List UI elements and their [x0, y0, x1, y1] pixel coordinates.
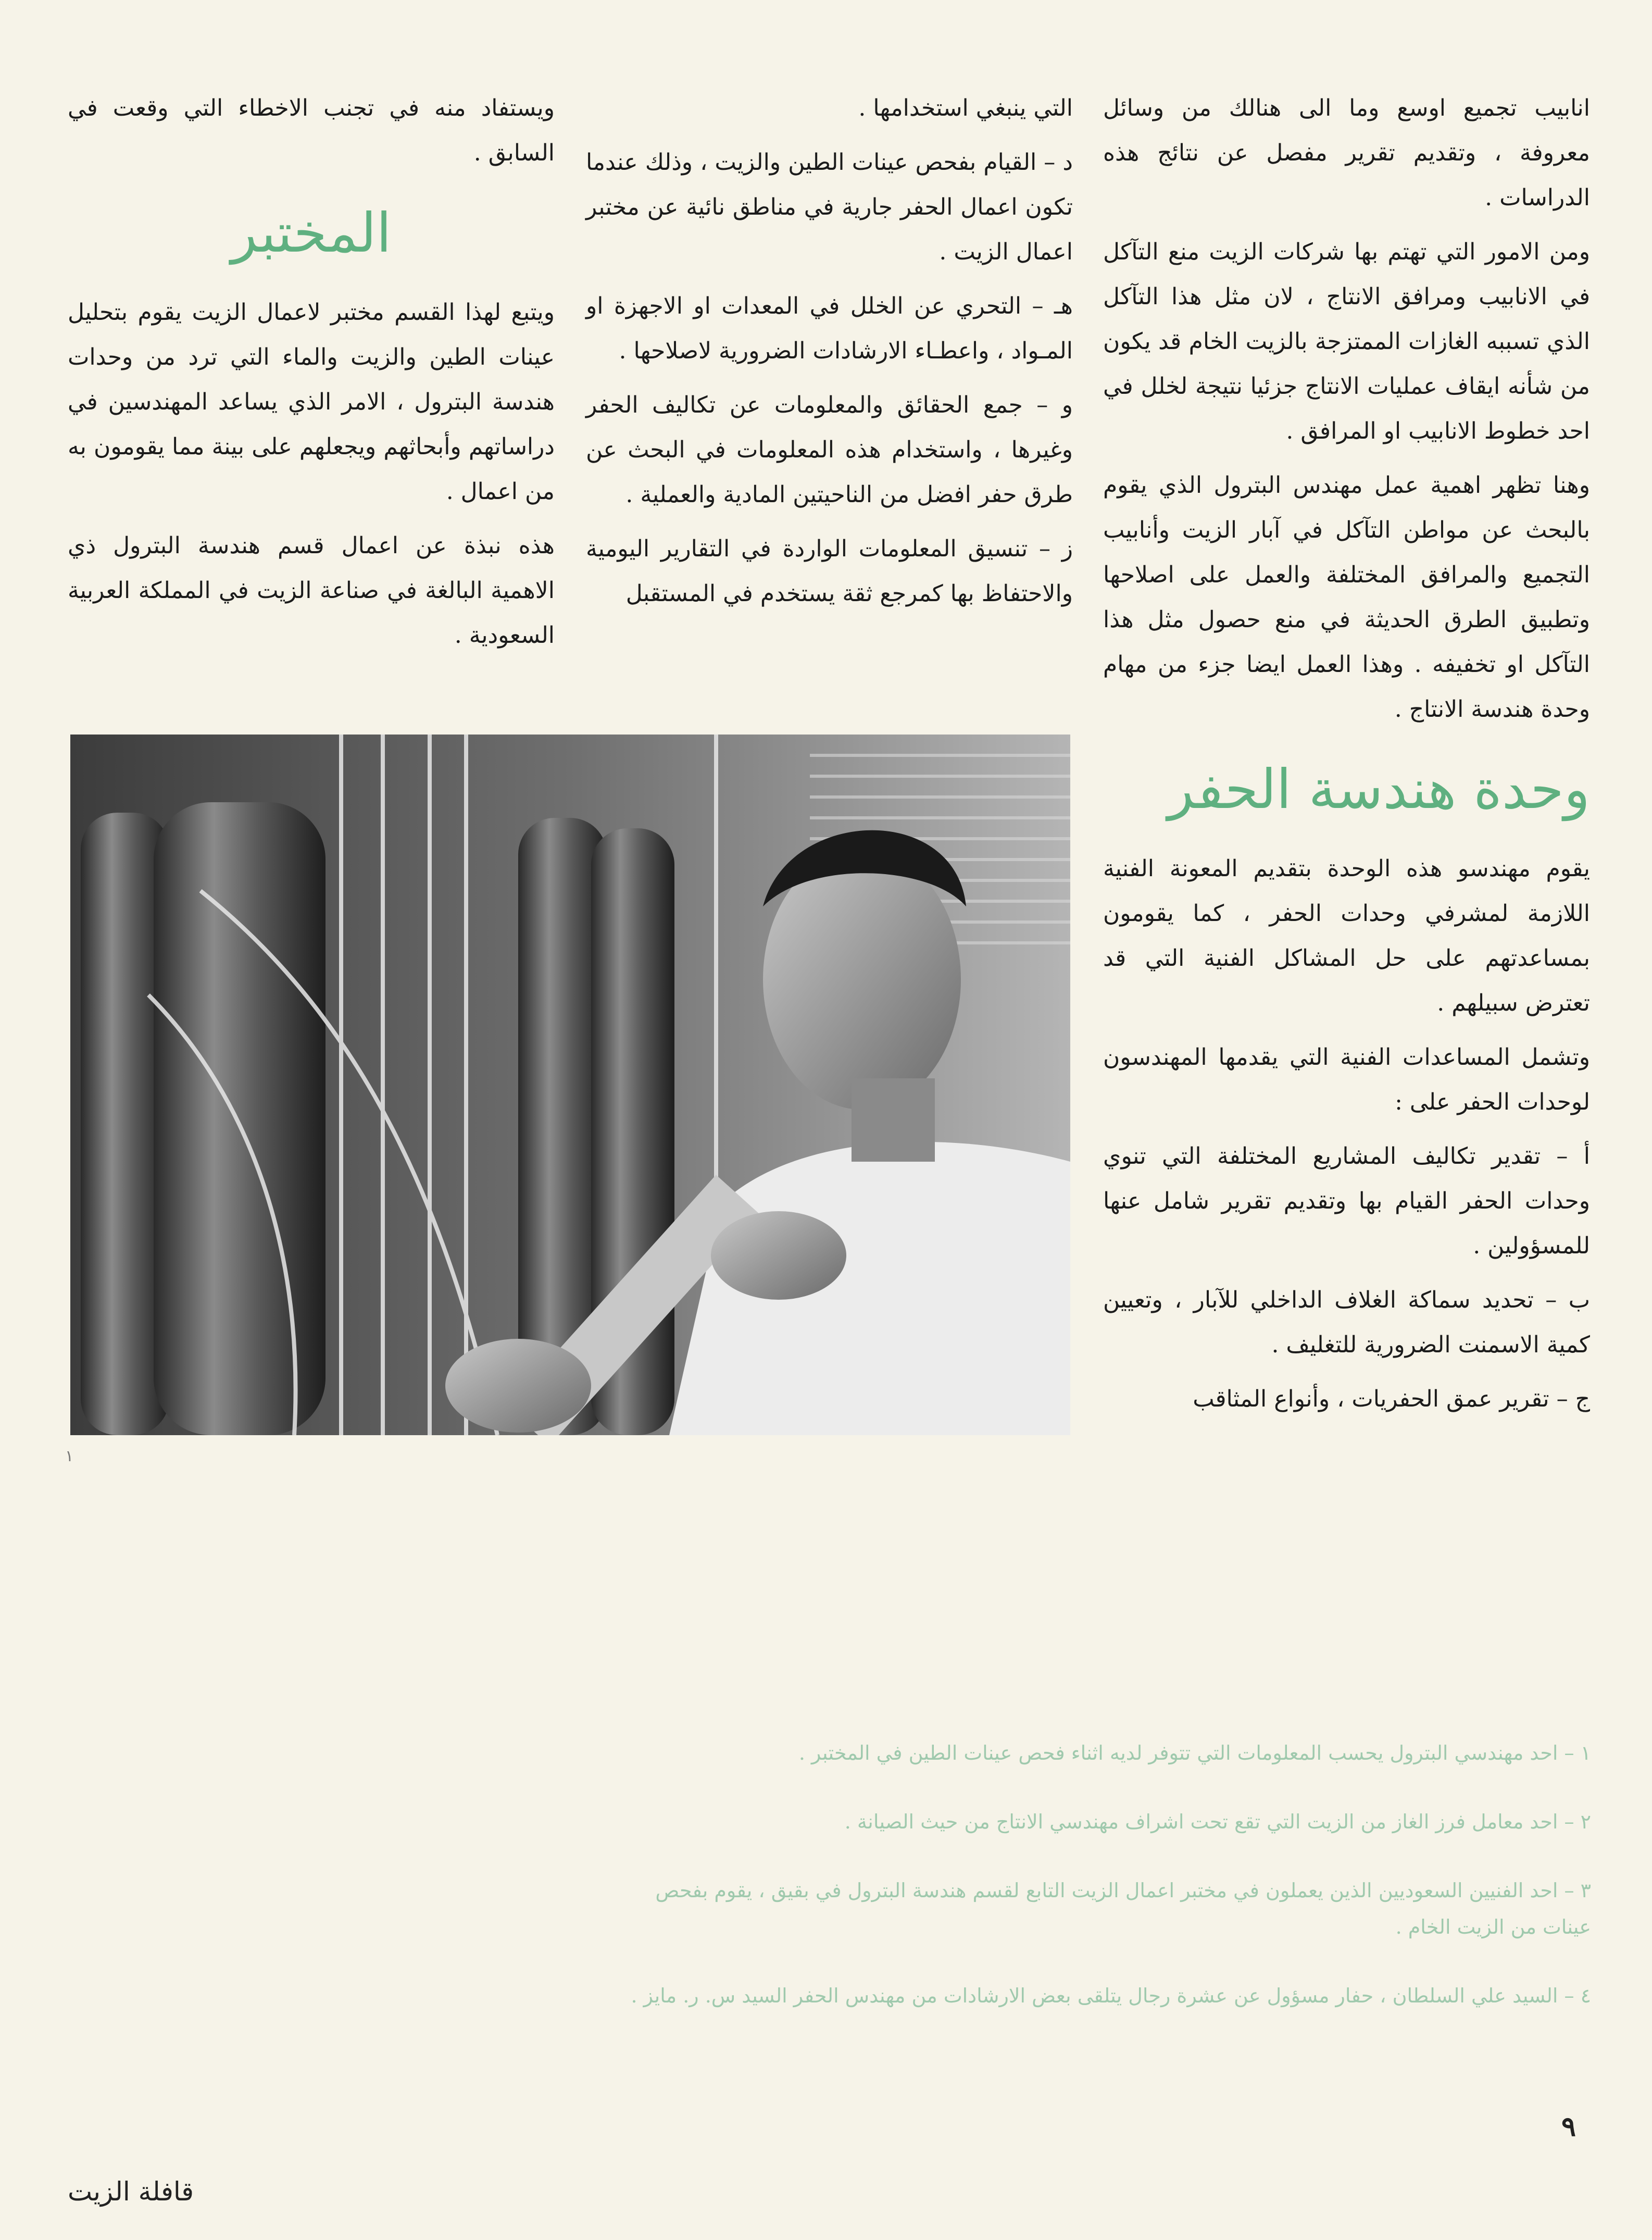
photo-number: ١	[65, 1447, 74, 1465]
list-item: ز – تنسيق المعلومات الواردة في التقارير اليومية والاحتفاظ بها كمرجع ثقة يستخدم في المستقبل	[586, 536, 1073, 607]
caption: ١ – احد مهندسي البترول يحسب المعلومات التي تتوفر لديه اثناء فحص عينات الطين في المختبر .	[798, 1741, 1591, 1764]
paragraph: التي ينبغي استخدامها .	[858, 95, 1073, 121]
list-item: هـ – التحري عن الخلل في المعدات او الاجهزة او المـواد ، واعطـاء الارشادات الضرورية لاصلاحها .	[586, 293, 1073, 364]
list-item: د – القيام بفحص عينات الطين والزيت ، وذلك عندما تكون اعمال الحفر جارية في مناطق نائية عن مختبر اعمال الزيت .	[586, 149, 1073, 265]
page-number: ٩	[1561, 2111, 1576, 2143]
paragraph: ويستفاد منه في تجنب الاخطاء التي وقعت في السابق .	[68, 95, 555, 166]
section-heading-laboratory: المختبر	[231, 201, 392, 265]
lab-photo	[70, 735, 1070, 1435]
magazine-name: قافلة الزيت	[68, 2176, 194, 2207]
paragraph: وتشمل المساعدات الفنية التي يقدمها المهندسون لوحدات الحفر على :	[1103, 1044, 1590, 1115]
list-item: ج – تقرير عمق الحفريات ، وأنواع المثاقب	[1193, 1386, 1590, 1412]
middle-column	[586, 86, 1073, 626]
paragraph: وهنا تظهر اهمية عمل مهندس البترول الذي يقوم بالبحث عن مواطن التآكل في آبار الزيت وأنابيب التجميع والمرافق المختلفة والعمل على اصلاحها وتطبيق الطرق الحديثة في منع حصول مثل هذا التآكل او تخفيفه . وهذا العمل ايضا جزء من مهام وحدة هندسة الانتاج .	[1103, 472, 1590, 723]
list-item: أ – تقدير تكاليف المشاريع المختلفة التي تنوي وحدات الحفر القيام بها وتقديم تقرير شامل عنها للمسؤولين .	[1103, 1143, 1590, 1259]
list-item: و – جمع الحقائق والمعلومات عن تكاليف الحفر وغيرها ، واستخدام هذه المعلومات في البحث عن طرق حفر افضل من الناحيتين المادية والعملية .	[586, 392, 1073, 508]
right-column	[1103, 86, 1590, 1431]
paragraph: انابيب تجميع اوسع وما الى هنالك من وسائل معروفة ، وتقديم تقرير مفصل عن نتائج هذه الدراسات .	[1103, 95, 1590, 211]
paragraph: ومن الامور التي تهتم بها شركات الزيت منع التآكل في الانابيب ومرافق الانتاج ، لان مثل هذا التآكل الذي تسببه الغازات الممتزجة بالزيت الخام قد يكون من شأنه ايقاف عمليات الانتاج جزئيا نتيجة لخلل في احد خطوط الانابيب او المرافق .	[1103, 239, 1590, 444]
left-column	[68, 86, 555, 667]
photo-captions	[615, 1735, 1591, 2046]
caption: ٢ – احد معامل فرز الغاز من الزيت التي تقع تحت اشراف مهندسي الانتاج من حيث الصيانة .	[844, 1810, 1591, 1833]
caption: ٤ – السيد علي السلطان ، حفار مسؤول عن عشرة رجال يتلقى بعض الارشادات من مهندس الحفر السيد س. ر. مايز .	[631, 1984, 1591, 2007]
caption: ٣ – احد الفنيين السعوديين الذين يعملون في مختبر اعمال الزيت التابع لقسم هندسة البترول في بقيق ، يقوم بفحص عينات من الزيت الخام .	[655, 1879, 1591, 1938]
paragraph: ويتبع لهذا القسم مختبر لاعمال الزيت يقوم بتحليل عينات الطين والزيت والماء التي ترد من وحدات هندسة البترول ، الامر الذي يساعد المهندسين في دراساتهم وأبحاثهم ويجعلهم على بينة مما يقومون به من اعمال .	[68, 299, 555, 505]
paragraph: يقوم مهندسو هذه الوحدة بتقديم المعونة الفنية اللازمة لمشرفي وحدات الحفر ، كما يقومون بمساعدتهم على حل المشاكل الفنية التي قد تعترض سبيلهم .	[1103, 855, 1590, 1016]
list-item: ب – تحديد سماكة الغلاف الداخلي للآبار ، وتعيين كمية الاسمنت الضرورية للتغليف .	[1103, 1287, 1590, 1358]
section-heading-drilling: وحدة هندسة الحفر	[1167, 757, 1590, 821]
paragraph: هذه نبذة عن اعمال قسم هندسة البترول ذي الاهمية البالغة في صناعة الزيت في المملكة العربية السعودية .	[68, 532, 555, 649]
